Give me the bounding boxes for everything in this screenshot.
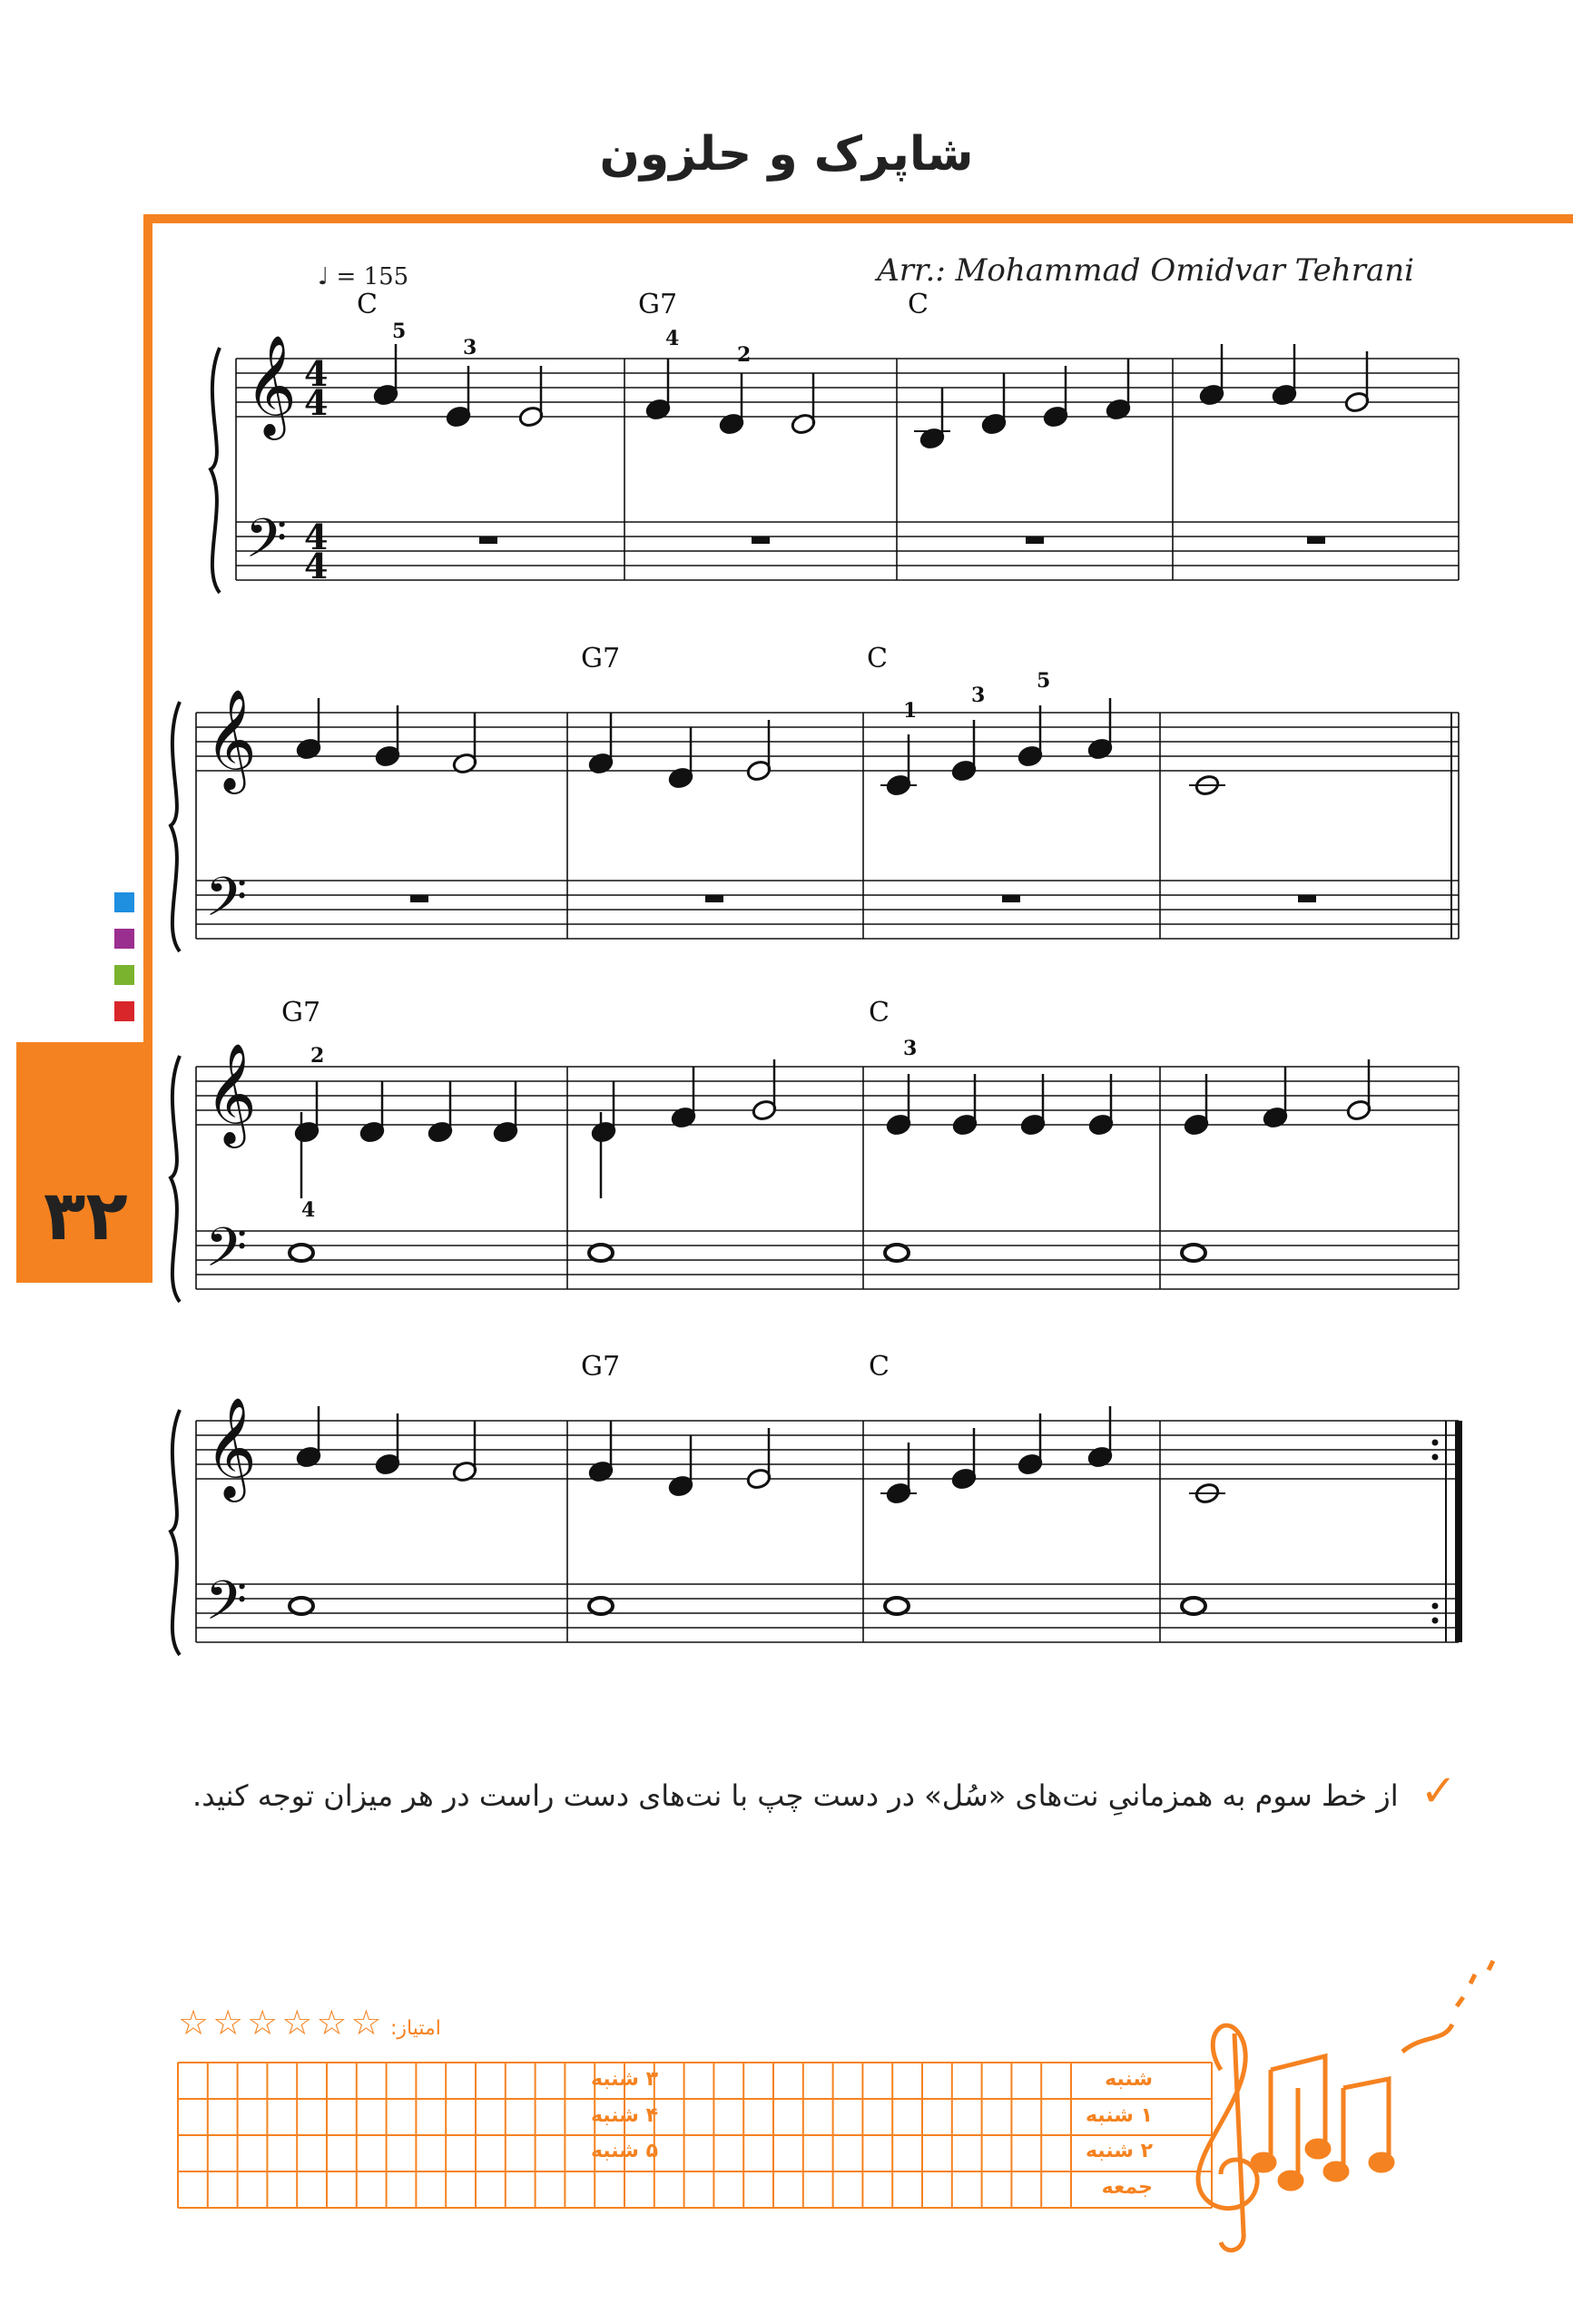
time-signature: 4 bbox=[304, 382, 329, 423]
fingering-number: 3 bbox=[971, 684, 986, 707]
star-icon[interactable]: ☆ bbox=[316, 2003, 349, 2043]
day-label-tuesday: ۳ شنبه bbox=[590, 2068, 658, 2091]
instruction-text: از خط سوم به همزمانیِ نت‌های «سُل» در دست چپ با نت‌های دست راست در هر میزان توجه کنید. bbox=[192, 1778, 1399, 1813]
fingering-number: 3 bbox=[903, 1037, 918, 1060]
fingering-number: 1 bbox=[903, 699, 918, 723]
bass-clef-icon: 𝄢 bbox=[245, 507, 288, 583]
day-label-wednesday: ۴ شنبه bbox=[590, 2104, 658, 2127]
fingering-number: 2 bbox=[310, 1044, 325, 1068]
treble-clef-icon: 𝄞 bbox=[205, 1396, 257, 1498]
day-label-monday: ۲ شنبه bbox=[1085, 2140, 1153, 2162]
fingering-number: 5 bbox=[392, 320, 407, 343]
page-title: شاپرک و حلزون bbox=[599, 127, 974, 182]
day-label-thursday: ۵ شنبه bbox=[590, 2140, 658, 2162]
quarter-note-icon: ♩ bbox=[318, 263, 329, 290]
fingering-number: 2 bbox=[737, 343, 752, 367]
chord-symbol: C bbox=[357, 289, 378, 320]
tempo-value: = 155 bbox=[336, 263, 409, 290]
chord-symbol: C bbox=[869, 1351, 890, 1383]
bass-clef-icon: 𝄢 bbox=[205, 865, 248, 941]
bass-clef-icon: 𝄢 bbox=[205, 1216, 248, 1292]
day-label-friday: جمعه bbox=[1101, 2176, 1153, 2199]
star-icon[interactable]: ☆ bbox=[281, 2003, 315, 2043]
star-icon[interactable]: ☆ bbox=[350, 2003, 384, 2043]
star-icon[interactable]: ☆ bbox=[178, 2003, 211, 2043]
fingering-number: 4 bbox=[301, 1198, 316, 1222]
day-label-saturday: شنبه bbox=[1105, 2068, 1153, 2091]
day-label-sunday: ۱ شنبه bbox=[1085, 2104, 1153, 2127]
fingering-number: 3 bbox=[463, 336, 477, 359]
chord-symbol: G7 bbox=[581, 643, 621, 675]
star-icon[interactable]: ☆ bbox=[247, 2003, 280, 2043]
star-icon[interactable]: ☆ bbox=[212, 2003, 246, 2043]
fingering-number: 4 bbox=[665, 327, 680, 350]
arranger-credit: Arr.: Mohammad Omidvar Tehrani bbox=[877, 252, 1414, 289]
checkmark-icon: ✓ bbox=[1420, 1766, 1457, 1817]
practice-grid-lines bbox=[178, 2063, 1212, 2208]
bass-clef-icon: 𝄢 bbox=[205, 1569, 248, 1645]
time-signature: 4 bbox=[304, 546, 329, 586]
time-signature: 4 bbox=[304, 353, 329, 394]
music-decoration-icon bbox=[1198, 1961, 1493, 2250]
treble-clef-icon: 𝄞 bbox=[205, 1042, 257, 1144]
fingering-number: 5 bbox=[1037, 669, 1051, 693]
chord-symbol: G7 bbox=[281, 997, 321, 1029]
chord-symbol: G7 bbox=[581, 1351, 621, 1383]
chord-symbol: C bbox=[867, 643, 888, 675]
treble-clef-icon: 𝄞 bbox=[205, 688, 257, 790]
time-signature: 4 bbox=[304, 517, 329, 557]
treble-clef-icon: 𝄞 bbox=[245, 334, 297, 436]
score-label: امتیاز: bbox=[390, 2017, 441, 2040]
chord-symbol: C bbox=[908, 289, 929, 320]
chord-symbol: C bbox=[869, 997, 890, 1029]
page-number: ۳۲ bbox=[44, 1175, 128, 1256]
chord-symbol: G7 bbox=[638, 289, 678, 320]
